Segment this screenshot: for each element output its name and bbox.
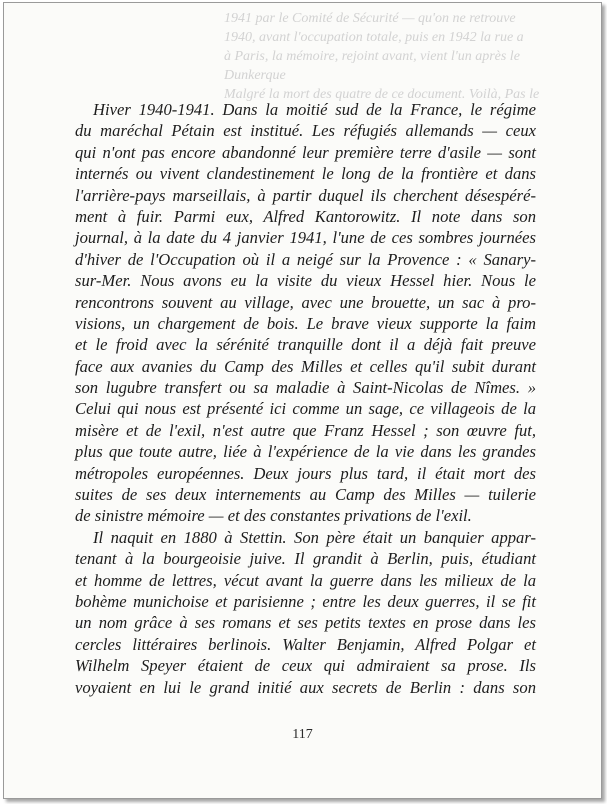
text-line: de sinistre mémoire — et des constantes privations de l'exil.: [75, 506, 472, 526]
text-line: sur-Mer. Nous avons eu la visite du vieux Hessel hier. Nous le: [75, 271, 536, 291]
bleed-line: Dunkerque: [224, 68, 286, 83]
text-line: suites de ses deux internements au Camp des Milles — tuilerie: [75, 485, 536, 505]
text-line: ment à fuir. Parmi eux, Alfred Kantorowitz. Il note dans son: [75, 206, 536, 226]
text-line: métropoles européennes. Deux jours plus tard, il était mort des: [75, 463, 536, 483]
text-line: bohème munichoise et parisienne ; entre les deux guerres, il se fit: [75, 591, 536, 611]
bleed-line: 1941 par le Comité de Sécurité — qu'on ne retrouve: [224, 11, 516, 26]
text-line: Wilhelm Speyer étaient de ceux qui admiraient sa prose. Ils: [75, 656, 536, 676]
text-line: face aux avanies du Camp des Milles et celles qu'il subit durant: [75, 356, 536, 376]
text-line: plus que toute autre, liée à l'expérience de la vie dans les grandes: [75, 442, 536, 462]
body-text: [75, 99, 536, 698]
text-line: cercles littéraires berlinois. Walter Benjamin, Alfred Polgar et: [75, 634, 536, 654]
paragraph-2: [75, 527, 536, 698]
text-line: l'arrière-pays marseillais, à partir duquel ils cherchent désespéré-: [75, 185, 536, 205]
bleed-through-text: [224, 9, 554, 104]
text-line: et homme de lettres, vécut avant la guerre dans les milieux de la: [75, 570, 536, 590]
text-line: internés ou vivent clandestinement le long de la frontière et dans: [75, 164, 536, 184]
text-line: voyaient en lui le grand initié aux secrets de Berlin : dans son: [75, 677, 536, 697]
text-line: journal, à la date du 4 janvier 1941, l'une de ces sombres journées: [75, 228, 536, 248]
text-line: Hiver 1940-1941. Dans la moitié sud de la France, le régime: [93, 100, 536, 119]
paragraph-1: [75, 99, 536, 527]
text-line: Il naquit en 1880 à Stettin. Son père était un banquier appar-: [93, 527, 536, 547]
text-line: Celui qui nous est présenté ici comme un sage, ce villageois de la: [75, 399, 536, 419]
text-line: son lugubre transfert ou sa maladie à Saint-Nicolas de Nîmes. »: [75, 378, 536, 398]
bleed-line: Malgré la mort des quatre de ce document. Voilà, Pas le: [224, 87, 540, 102]
text-line: rencontrons souvent au village, avec une brouette, un sac à pro-: [75, 292, 536, 312]
text-line: qui n'ont pas encore abandonné leur première terre d'asile — sont: [75, 142, 536, 162]
text-line: visions, un chargement de bois. Le brave vieux supporte la faim: [75, 313, 536, 333]
bleed-line: 1940, avant l'occupation totale, puis en 1942 la rue a: [224, 30, 524, 45]
text-line: et le froid avec la sérénité tranquille dont il a déjà fait preuve: [75, 335, 536, 355]
text-line: du maréchal Pétain est institué. Les réfugiés allemands — ceux: [75, 121, 536, 141]
bleed-line: à Paris, la mémoire, rejoint avant, vient l'un après le: [224, 49, 520, 64]
text-line: misère et de l'exil, n'est autre que Franz Hessel ; son œuvre fut,: [75, 420, 536, 440]
book-page: [3, 2, 602, 799]
text-line: d'hiver de l'Occupation où il a neigé sur la Provence : « Sanary-: [75, 249, 536, 269]
text-line: un nom grâce à ses romans et ses petits textes en prose dans les: [75, 613, 536, 633]
text-line: tenant à la bourgeoisie juive. Il grandit à Berlin, puis, étudiant: [75, 549, 536, 569]
page-number: 117: [292, 727, 313, 742]
